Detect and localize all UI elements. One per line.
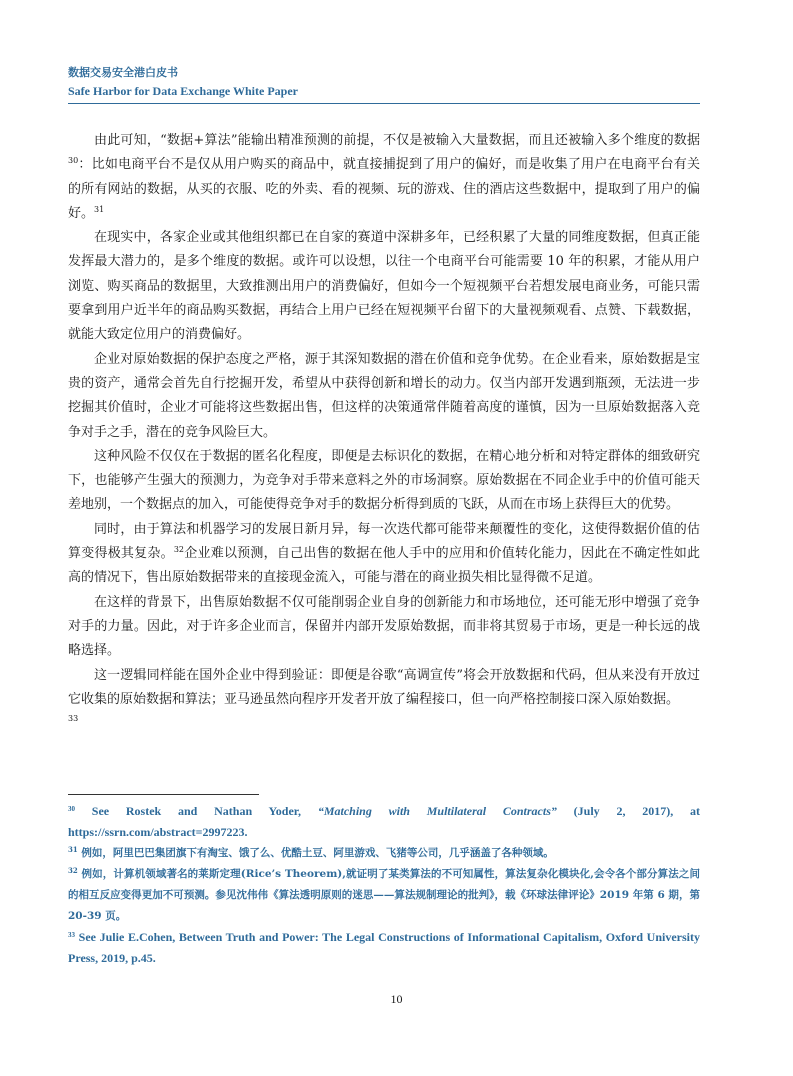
footnotes	[68, 801, 700, 969]
running-header	[68, 64, 700, 100]
footnote-30: $^{30}$ See Rostek and Nathan Yoder, “Matching with Multilateral Contracts” (July 2, 2017), at https://ssrn.com/abstract=2997223.	[68, 804, 700, 839]
footnote-ref[interactable]: 33	[68, 714, 79, 724]
paragraph-6: 在这样的背景下，出售原始数据不仅可能削弱企业自身的创新能力和市场地位，还可能无形中增强了竞争对手的力量。因此，对于许多企业而言，保留并内部开发原始数据，而非将其贸易于市场，更是一种长远的战略选择。	[68, 594, 700, 659]
paragraph-1: 由此可知，“数据+算法”能输出精准预测的前提，不仅是被输入大量数据，而且还被输入多个维度的数据$^{30}$：比如电商平台不是仅从用户购买的商品中，就直接捕捉到了用户的偏好，而是收集了用户在电商平台有关的所有网站的数据，从买的衣服、吃的外卖、看的视频、玩的游戏、住的酒店这些数据中，提取到了用户的偏好。$^{31}$	[68, 133, 700, 221]
footnote-separator	[68, 794, 259, 795]
body-text	[68, 129, 700, 726]
paragraph-4: 这种风险不仅仅在于数据的匿名化程度，即便是去标识化的数据，在精心地分析和对特定群体的细致研究下，也能够产生强大的预测力，为竞争对手带来意料之外的市场洞察。原始数据在不同企业手中的价值可能天差地别，一个数据点的加入，可能使得竞争对手的数据分析得到质的飞跃，从而在市场上获得巨大的优势。	[68, 448, 700, 513]
paragraph-2: 在现实中，各家企业或其他组织都已在自家的赛道中深耕多年，已经积累了大量的同维度数据，但真正能发挥最大潜力的，是多个维度的数据。或许可以设想，以往一个电商平台可能需要 10 年的积累，才能从用户浏览、购买商品的数据里，大致推测出用户的消费偏好，但如今一个短视频平台若想发展电商业务，可能只需要拿到用户近半年的商品购买数据，再结合上用户已经在短视频平台留下的大量视频观看、点赞、下载数据，就能大致定位用户的消费偏好。	[68, 230, 700, 343]
header-divider	[68, 103, 700, 104]
footnote-ref[interactable]: 32	[173, 545, 185, 555]
footnote-32: $^{32}$ 例如，计算机领域著名的莱斯定理(Rice’s Theorem),就证明了某类算法的不可知属性，算法复杂化模块化,会令各个部分算法之间的相互反应变得更加不可预测。参见沈伟伟《算法透明原则的迷思——算法规制理论的批判》，载《环球法律评论》2019 年第 6 期，第 20-39 页。	[68, 866, 701, 922]
paragraph-3: 企业对原始数据的保护态度之严格，源于其深知数据的潜在价值和竞争优势。在企业看来，原始数据是宝贵的资产，通常会首先自行挖掘开发，希望从中获得创新和增长的动力。仅当内部开发遇到瓶颈，无法进一步挖掘其价值时，企业才可能将这些数据出售，但这样的决策通常伴随着高度的谨慎，因为一旦原始数据落入竞争对手之手，潜在的竞争风险巨大。	[68, 351, 700, 440]
header-title-en: Safe Harbor for Data Exchange White Paper	[68, 84, 298, 98]
footnote-ref[interactable]: 31	[94, 204, 105, 214]
paragraph-7: 这一逻辑同样能在国外企业中得到验证：即便是谷歌“高调宣传”将会开放数据和代码，但从来没有开放过它收集的原始数据和算法；亚马逊虽然向程序开发者开放了编程接口，但一向严格控制接口深入原始数据。	[68, 667, 700, 707]
page-number: 10	[390, 992, 403, 1006]
footnote-31: $^{31}$ 例如，阿里巴巴集团旗下有淘宝、饿了么、优酷土豆、阿里游戏、飞猪等公司，几乎涵盖了各种领域。	[68, 845, 554, 859]
footnote-ref[interactable]: 30	[68, 156, 79, 166]
cited-title: “Matching with Multilateral Contracts”	[317, 804, 557, 818]
footnote-33: $^{33}$ See Julie E.Cohen, Between Truth and Power: The Legal Constructions of Informational Capitalism, Oxford University Press, 2019, p.45.	[68, 930, 701, 965]
paragraph-5: 同时，由于算法和机器学习的发展日新月异，每一次迭代都可能带来颠覆性的变化，这使得数据价值的估算变得极其复杂。$^{32}$企业难以预测，自己出售的数据在他人手中的应用和价值转化能力，因此在不确定性如此高的情况下，售出原始数据带来的直接现金流入，可能与潜在的商业损失相比显得微不足道。	[68, 521, 700, 586]
header-title-zh: 数据交易安全港白皮书	[68, 66, 178, 79]
